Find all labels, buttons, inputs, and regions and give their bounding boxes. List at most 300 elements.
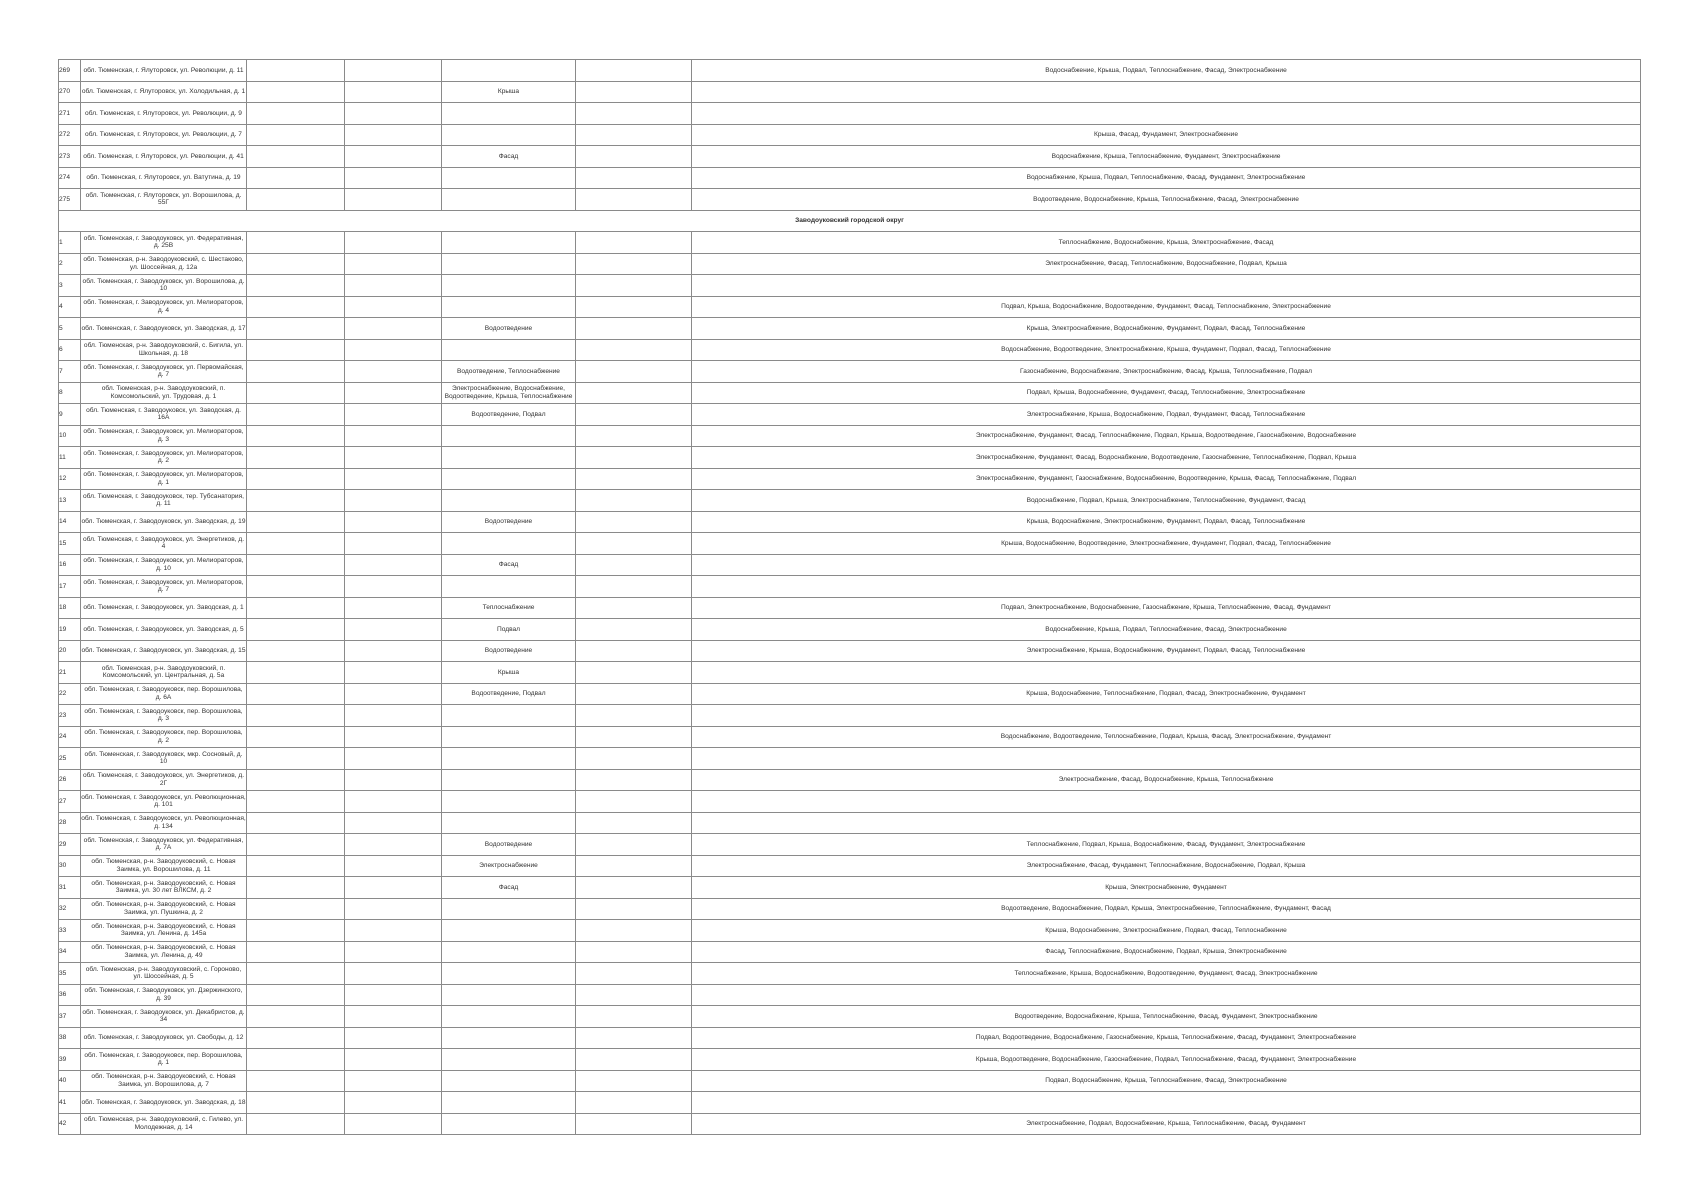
table-row xyxy=(59,404,1641,426)
empty-cell xyxy=(345,1092,442,1114)
empty-cell xyxy=(345,447,442,469)
row-number-cell: 35 xyxy=(59,963,81,985)
empty-cell xyxy=(345,404,442,426)
address-cell: обл. Тюменская, г. Заводоуковск, пер. Ворошилова, д. 1 xyxy=(81,1049,247,1071)
table-row xyxy=(59,468,1641,490)
table-row xyxy=(59,920,1641,942)
empty-cell xyxy=(345,1113,442,1135)
planned-works-cell xyxy=(442,898,576,920)
empty-cell xyxy=(345,167,442,189)
empty-cell xyxy=(247,468,345,490)
planned-works-cell: Фасад xyxy=(442,146,576,168)
address-cell: обл. Тюменская, г. Ялуторовск, ул. Ворошилова, д. 55Г xyxy=(81,189,247,211)
planned-works-cell xyxy=(442,1006,576,1028)
empty-cell xyxy=(247,124,345,146)
row-number-cell: 23 xyxy=(59,705,81,727)
row-number-cell: 32 xyxy=(59,898,81,920)
work-types-cell: Подвал, Крыша, Водоснабжение, Водоотведение, Фундамент, Фасад, Теплоснабжение, Электроснабжение xyxy=(692,296,1641,318)
planned-works-cell xyxy=(442,232,576,254)
empty-cell xyxy=(247,963,345,985)
address-cell: обл. Тюменская, г. Заводоуковск, ул. Мелиораторов, д. 2 xyxy=(81,447,247,469)
table-row xyxy=(59,769,1641,791)
empty-cell xyxy=(345,877,442,899)
work-types-cell: Водоснабжение, Крыша, Подвал, Теплоснабжение, Фасад, Фундамент, Электроснабжение xyxy=(692,167,1641,189)
row-number-cell: 34 xyxy=(59,941,81,963)
address-cell: обл. Тюменская, р-н. Заводоуковский, п. Комсомольский, ул. Трудовая, д. 1 xyxy=(81,382,247,404)
empty-cell xyxy=(576,318,692,340)
address-cell: обл. Тюменская, г. Заводоуковск, ул. Дзержинского, д. 39 xyxy=(81,984,247,1006)
row-number-cell: 19 xyxy=(59,619,81,641)
planned-works-cell xyxy=(442,576,576,598)
table-row xyxy=(59,60,1641,82)
empty-cell xyxy=(247,404,345,426)
planned-works-cell xyxy=(442,1113,576,1135)
empty-cell xyxy=(576,124,692,146)
address-cell: обл. Тюменская, р-н. Заводоуковский, с. Новая Заимка, ул. Пушкина, д. 2 xyxy=(81,898,247,920)
empty-cell xyxy=(576,554,692,576)
empty-cell xyxy=(345,146,442,168)
address-cell: обл. Тюменская, г. Заводоуковск, пер. Ворошилова, д. 3 xyxy=(81,705,247,727)
planned-works-cell xyxy=(442,253,576,275)
empty-cell xyxy=(345,576,442,598)
address-cell: обл. Тюменская, г. Заводоуковск, ул. Свободы, д. 12 xyxy=(81,1027,247,1049)
empty-cell xyxy=(345,533,442,555)
table-row xyxy=(59,984,1641,1006)
empty-cell xyxy=(345,1049,442,1071)
planned-works-cell xyxy=(442,103,576,125)
row-number-cell: 5 xyxy=(59,318,81,340)
empty-cell xyxy=(247,619,345,641)
address-cell: обл. Тюменская, р-н. Заводоуковский, с. Гилево, ул. Молодежная, д. 14 xyxy=(81,1113,247,1135)
table-row xyxy=(59,253,1641,275)
address-cell: обл. Тюменская, р-н. Заводоуковский, с. Новая Заимка, ул. Ленина, д. 49 xyxy=(81,941,247,963)
empty-cell xyxy=(576,984,692,1006)
empty-cell xyxy=(345,490,442,512)
work-types-cell xyxy=(692,748,1641,770)
work-types-cell xyxy=(692,81,1641,103)
empty-cell xyxy=(247,920,345,942)
work-types-cell xyxy=(692,103,1641,125)
address-cell: обл. Тюменская, г. Заводоуковск, ул. Заводская, д. 1 xyxy=(81,597,247,619)
empty-cell xyxy=(345,81,442,103)
empty-cell xyxy=(247,898,345,920)
address-cell: обл. Тюменская, г. Заводоуковск, ул. Энергетиков, д. 4 xyxy=(81,533,247,555)
empty-cell xyxy=(247,447,345,469)
empty-cell xyxy=(576,361,692,383)
planned-works-cell: Фасад xyxy=(442,877,576,899)
row-number-cell: 272 xyxy=(59,124,81,146)
table-row xyxy=(59,1006,1641,1028)
empty-cell xyxy=(576,920,692,942)
empty-cell xyxy=(576,791,692,813)
empty-cell xyxy=(576,812,692,834)
work-types-cell xyxy=(692,705,1641,727)
table-row xyxy=(59,189,1641,211)
empty-cell xyxy=(345,683,442,705)
planned-works-cell: Теплоснабжение xyxy=(442,597,576,619)
empty-cell xyxy=(247,339,345,361)
empty-cell xyxy=(345,1070,442,1092)
planned-works-cell xyxy=(442,296,576,318)
empty-cell xyxy=(345,103,442,125)
empty-cell xyxy=(576,103,692,125)
empty-cell xyxy=(247,554,345,576)
work-types-cell: Крыша, Водоотведение, Водоснабжение, Газоснабжение, Подвал, Теплоснабжение, Фасад, Фундамент, Электроснабжение xyxy=(692,1049,1641,1071)
table-row xyxy=(59,167,1641,189)
empty-cell xyxy=(345,361,442,383)
work-types-cell: Электроснабжение, Фундамент, Фасад, Водоснабжение, Водоотведение, Газоснабжение, Теплоснабжение, Подвал, Крыша xyxy=(692,447,1641,469)
empty-cell xyxy=(576,640,692,662)
empty-cell xyxy=(576,81,692,103)
planned-works-cell xyxy=(442,468,576,490)
table-row xyxy=(59,447,1641,469)
planned-works-cell: Водоотведение xyxy=(442,834,576,856)
work-types-cell: Крыша, Водоснабжение, Электроснабжение, Подвал, Фасад, Теплоснабжение xyxy=(692,920,1641,942)
empty-cell xyxy=(345,1006,442,1028)
address-cell: обл. Тюменская, г. Заводоуковск, ул. Заводская, д. 16А xyxy=(81,404,247,426)
address-cell: обл. Тюменская, г. Заводоуковск, ул. Федеративная, д. 7А xyxy=(81,834,247,856)
work-types-cell: Водоснабжение, Водоотведение, Теплоснабжение, Подвал, Крыша, Фасад, Электроснабжение, Фундамент xyxy=(692,726,1641,748)
section-title: Заводоуковский городской округ xyxy=(59,210,1641,232)
table-row xyxy=(59,124,1641,146)
row-number-cell: 20 xyxy=(59,640,81,662)
address-cell: обл. Тюменская, р-н. Заводоуковский, с. Новая Заимка, ул. Ленина, д. 145а xyxy=(81,920,247,942)
empty-cell xyxy=(576,877,692,899)
table-row xyxy=(59,812,1641,834)
address-cell: обл. Тюменская, г. Заводоуковск, ул. Заводская, д. 15 xyxy=(81,640,247,662)
empty-cell xyxy=(247,533,345,555)
planned-works-cell xyxy=(442,1049,576,1071)
work-types-cell: Крыша, Водоснабжение, Электроснабжение, Фундамент, Подвал, Фасад, Теплоснабжение xyxy=(692,511,1641,533)
empty-cell xyxy=(345,834,442,856)
empty-cell xyxy=(345,941,442,963)
row-number-cell: 1 xyxy=(59,232,81,254)
empty-cell xyxy=(247,984,345,1006)
table-row xyxy=(59,683,1641,705)
empty-cell xyxy=(345,748,442,770)
table-row xyxy=(59,81,1641,103)
empty-cell xyxy=(576,468,692,490)
row-number-cell: 36 xyxy=(59,984,81,1006)
work-types-cell: Электроснабжение, Фасад, Фундамент, Теплоснабжение, Водоснабжение, Подвал, Крыша xyxy=(692,855,1641,877)
empty-cell xyxy=(247,361,345,383)
empty-cell xyxy=(345,855,442,877)
address-cell: обл. Тюменская, г. Заводоуковск, ул. Первомайская, д. 7 xyxy=(81,361,247,383)
planned-works-cell xyxy=(442,189,576,211)
empty-cell xyxy=(576,1049,692,1071)
row-number-cell: 14 xyxy=(59,511,81,533)
table-row xyxy=(59,662,1641,684)
row-number-cell: 39 xyxy=(59,1049,81,1071)
planned-works-cell xyxy=(442,705,576,727)
table-row xyxy=(59,705,1641,727)
address-cell: обл. Тюменская, р-н. Заводоуковский, с. Новая Заимка, ул. 30 лет ВЛКСМ, д. 2 xyxy=(81,877,247,899)
empty-cell xyxy=(576,597,692,619)
empty-cell xyxy=(247,318,345,340)
empty-cell xyxy=(576,748,692,770)
planned-works-cell xyxy=(442,447,576,469)
planned-works-cell: Водоотведение xyxy=(442,640,576,662)
row-number-cell: 17 xyxy=(59,576,81,598)
work-types-cell: Электроснабжение, Фундамент, Газоснабжение, Водоснабжение, Водоотведение, Крыша, Фасад, Теплоснабжение, Подвал xyxy=(692,468,1641,490)
address-cell: обл. Тюменская, г. Заводоуковск, ул. Заводская, д. 17 xyxy=(81,318,247,340)
table-row xyxy=(59,597,1641,619)
empty-cell xyxy=(247,103,345,125)
empty-cell xyxy=(247,232,345,254)
planned-works-cell xyxy=(442,533,576,555)
empty-cell xyxy=(345,468,442,490)
empty-cell xyxy=(247,941,345,963)
empty-cell xyxy=(247,748,345,770)
table-row xyxy=(59,1049,1641,1071)
work-types-cell: Водоснабжение, Крыша, Подвал, Теплоснабжение, Фасад, Электроснабжение xyxy=(692,619,1641,641)
empty-cell xyxy=(345,705,442,727)
work-types-cell: Крыша, Водоснабжение, Теплоснабжение, Подвал, Фасад, Электроснабжение, Фундамент xyxy=(692,683,1641,705)
planned-works-cell xyxy=(442,769,576,791)
row-number-cell: 4 xyxy=(59,296,81,318)
address-cell: обл. Тюменская, г. Заводоуковск, ул. Мелиораторов, д. 4 xyxy=(81,296,247,318)
empty-cell xyxy=(247,1027,345,1049)
planned-works-cell: Электроснабжение xyxy=(442,855,576,877)
planned-works-cell xyxy=(442,490,576,512)
row-number-cell: 7 xyxy=(59,361,81,383)
empty-cell xyxy=(247,812,345,834)
row-number-cell: 41 xyxy=(59,1092,81,1114)
empty-cell xyxy=(247,253,345,275)
empty-cell xyxy=(345,726,442,748)
table-row xyxy=(59,232,1641,254)
empty-cell xyxy=(247,1049,345,1071)
empty-cell xyxy=(576,1113,692,1135)
empty-cell xyxy=(345,812,442,834)
work-types-cell: Водоотведение, Водоснабжение, Крыша, Теплоснабжение, Фасад, Фундамент, Электроснабжение xyxy=(692,1006,1641,1028)
row-number-cell: 31 xyxy=(59,877,81,899)
section-row xyxy=(59,210,1641,232)
table-row xyxy=(59,361,1641,383)
empty-cell xyxy=(576,619,692,641)
row-number-cell: 269 xyxy=(59,60,81,82)
empty-cell xyxy=(345,984,442,1006)
address-cell: обл. Тюменская, г. Ялуторовск, ул. Ватутина, д. 19 xyxy=(81,167,247,189)
work-types-cell: Крыша, Водоснабжение, Водоотведение, Электроснабжение, Фундамент, Подвал, Фасад, Теплоснабжение xyxy=(692,533,1641,555)
empty-cell xyxy=(576,253,692,275)
empty-cell xyxy=(247,189,345,211)
table-row xyxy=(59,963,1641,985)
empty-cell xyxy=(247,1006,345,1028)
work-types-cell: Газоснабжение, Водоснабжение, Электроснабжение, Фасад, Крыша, Теплоснабжение, Подвал xyxy=(692,361,1641,383)
row-number-cell: 274 xyxy=(59,167,81,189)
row-number-cell: 10 xyxy=(59,425,81,447)
empty-cell xyxy=(247,296,345,318)
empty-cell xyxy=(247,855,345,877)
empty-cell xyxy=(345,339,442,361)
empty-cell xyxy=(345,898,442,920)
empty-cell xyxy=(345,124,442,146)
empty-cell xyxy=(247,511,345,533)
empty-cell xyxy=(576,60,692,82)
work-types-cell: Электроснабжение, Фундамент, Фасад, Теплоснабжение, Подвал, Крыша, Водоотведение, Газоснабжение, Водоснабжение xyxy=(692,425,1641,447)
row-number-cell: 9 xyxy=(59,404,81,426)
empty-cell xyxy=(576,189,692,211)
empty-cell xyxy=(345,318,442,340)
address-cell: обл. Тюменская, г. Заводоуковск, ул. Мелиораторов, д. 1 xyxy=(81,468,247,490)
empty-cell xyxy=(345,189,442,211)
empty-cell xyxy=(576,296,692,318)
empty-cell xyxy=(247,597,345,619)
planned-works-cell: Фасад xyxy=(442,554,576,576)
table-row xyxy=(59,275,1641,297)
table-row xyxy=(59,1027,1641,1049)
address-cell: обл. Тюменская, р-н. Заводоуковский, п. Комсомольский, ул. Центральная, д. 5а xyxy=(81,662,247,684)
empty-cell xyxy=(576,511,692,533)
empty-cell xyxy=(576,447,692,469)
address-cell: обл. Тюменская, г. Заводоуковск, мкр. Сосновый, д. 10 xyxy=(81,748,247,770)
address-cell: обл. Тюменская, г. Заводоуковск, пер. Ворошилова, д. 6А xyxy=(81,683,247,705)
work-types-cell xyxy=(692,1092,1641,1114)
planned-works-cell xyxy=(442,124,576,146)
planned-works-cell xyxy=(442,1092,576,1114)
row-number-cell: 16 xyxy=(59,554,81,576)
empty-cell xyxy=(345,275,442,297)
empty-cell xyxy=(345,619,442,641)
empty-cell xyxy=(576,769,692,791)
row-number-cell: 33 xyxy=(59,920,81,942)
empty-cell xyxy=(576,146,692,168)
planned-works-cell xyxy=(442,941,576,963)
row-number-cell: 27 xyxy=(59,791,81,813)
row-number-cell: 3 xyxy=(59,275,81,297)
row-number-cell: 29 xyxy=(59,834,81,856)
row-number-cell: 6 xyxy=(59,339,81,361)
planned-works-cell: Водоотведение xyxy=(442,318,576,340)
repair-schedule-table xyxy=(58,59,1641,1135)
empty-cell xyxy=(345,382,442,404)
table-row xyxy=(59,898,1641,920)
table-row xyxy=(59,318,1641,340)
empty-cell xyxy=(576,726,692,748)
table-row xyxy=(59,296,1641,318)
empty-cell xyxy=(345,60,442,82)
empty-cell xyxy=(576,576,692,598)
address-cell: обл. Тюменская, г. Заводоуковск, тер. Тубсанатория, д. 11 xyxy=(81,490,247,512)
empty-cell xyxy=(576,404,692,426)
work-types-cell: Подвал, Электроснабжение, Водоснабжение, Газоснабжение, Крыша, Теплоснабжение, Фасад, Фундамент xyxy=(692,597,1641,619)
table-row xyxy=(59,791,1641,813)
table-row xyxy=(59,382,1641,404)
table-row xyxy=(59,619,1641,641)
empty-cell xyxy=(345,425,442,447)
work-types-cell: Электроснабжение, Фасад, Водоснабжение, Крыша, Теплоснабжение xyxy=(692,769,1641,791)
address-cell: обл. Тюменская, р-н. Заводоуковский, с. Новая Заимка, ул. Ворошилова, д. 7 xyxy=(81,1070,247,1092)
planned-works-cell xyxy=(442,275,576,297)
planned-works-cell xyxy=(442,425,576,447)
empty-cell xyxy=(576,1070,692,1092)
empty-cell xyxy=(576,425,692,447)
empty-cell xyxy=(345,769,442,791)
work-types-cell xyxy=(692,275,1641,297)
empty-cell xyxy=(576,167,692,189)
empty-cell xyxy=(247,769,345,791)
planned-works-cell xyxy=(442,60,576,82)
work-types-cell: Электроснабжение, Подвал, Водоснабжение, Крыша, Теплоснабжение, Фасад, Фундамент xyxy=(692,1113,1641,1135)
planned-works-cell xyxy=(442,1070,576,1092)
address-cell: обл. Тюменская, р-н. Заводоуковский, с. Новая Заимка, ул. Ворошилова, д. 11 xyxy=(81,855,247,877)
empty-cell xyxy=(247,60,345,82)
address-cell: обл. Тюменская, р-н. Заводоуковский, с. Гороново, ул. Шоссейная, д. 5 xyxy=(81,963,247,985)
row-number-cell: 37 xyxy=(59,1006,81,1028)
empty-cell xyxy=(247,1070,345,1092)
planned-works-cell: Крыша xyxy=(442,662,576,684)
table-row xyxy=(59,1113,1641,1135)
row-number-cell: 271 xyxy=(59,103,81,125)
table-row xyxy=(59,1070,1641,1092)
address-cell: обл. Тюменская, г. Ялуторовск, ул. Революции, д. 41 xyxy=(81,146,247,168)
planned-works-cell xyxy=(442,339,576,361)
row-number-cell: 12 xyxy=(59,468,81,490)
work-types-cell: Подвал, Водоотведение, Водоснабжение, Газоснабжение, Крыша, Теплоснабжение, Фасад, Фундамент, Электроснабжение xyxy=(692,1027,1641,1049)
planned-works-cell xyxy=(442,984,576,1006)
table-row xyxy=(59,576,1641,598)
empty-cell xyxy=(345,1027,442,1049)
address-cell: обл. Тюменская, г. Заводоуковск, пер. Ворошилова, д. 2 xyxy=(81,726,247,748)
address-cell: обл. Тюменская, г. Заводоуковск, ул. Декабристов, д. 34 xyxy=(81,1006,247,1028)
row-number-cell: 42 xyxy=(59,1113,81,1135)
table-row xyxy=(59,554,1641,576)
empty-cell xyxy=(576,1027,692,1049)
empty-cell xyxy=(345,640,442,662)
table-row xyxy=(59,339,1641,361)
row-number-cell: 273 xyxy=(59,146,81,168)
table-row xyxy=(59,726,1641,748)
empty-cell xyxy=(576,662,692,684)
work-types-cell: Водоснабжение, Подвал, Крыша, Электроснабжение, Теплоснабжение, Фундамент, Фасад xyxy=(692,490,1641,512)
row-number-cell: 30 xyxy=(59,855,81,877)
empty-cell xyxy=(247,640,345,662)
work-types-cell: Крыша, Электроснабжение, Фундамент xyxy=(692,877,1641,899)
empty-cell xyxy=(345,296,442,318)
empty-cell xyxy=(576,382,692,404)
planned-works-cell xyxy=(442,812,576,834)
section-header xyxy=(59,210,1641,232)
address-cell: обл. Тюменская, г. Ялуторовск, ул. Революции, д. 11 xyxy=(81,60,247,82)
work-types-cell: Водоснабжение, Водоотведение, Электроснабжение, Крыша, Фундамент, Подвал, Фасад, Теплоснабжение xyxy=(692,339,1641,361)
planned-works-cell xyxy=(442,748,576,770)
work-types-cell: Фасад, Теплоснабжение, Водоснабжение, Подвал, Крыша, Электроснабжение xyxy=(692,941,1641,963)
row-number-cell: 21 xyxy=(59,662,81,684)
planned-works-cell xyxy=(442,920,576,942)
planned-works-cell xyxy=(442,1027,576,1049)
empty-cell xyxy=(576,683,692,705)
empty-cell xyxy=(345,791,442,813)
empty-cell xyxy=(247,791,345,813)
work-types-cell: Теплоснабжение, Водоснабжение, Крыша, Электроснабжение, Фасад xyxy=(692,232,1641,254)
address-cell: обл. Тюменская, р-н. Заводоуковский, с. Бигила, ул. Школьная, д. 18 xyxy=(81,339,247,361)
planned-works-cell: Подвал xyxy=(442,619,576,641)
address-cell: обл. Тюменская, г. Заводоуковск, ул. Революционная, д. 134 xyxy=(81,812,247,834)
empty-cell xyxy=(345,920,442,942)
address-cell: обл. Тюменская, г. Ялуторовск, ул. Революции, д. 9 xyxy=(81,103,247,125)
table-row xyxy=(59,640,1641,662)
table-row xyxy=(59,834,1641,856)
address-cell: обл. Тюменская, г. Заводоуковск, ул. Федеративная, д. 25В xyxy=(81,232,247,254)
address-cell: обл. Тюменская, г. Ялуторовск, ул. Холодильная, д. 1 xyxy=(81,81,247,103)
table-body-zavodoukovsk xyxy=(59,232,1641,1135)
row-number-cell: 15 xyxy=(59,533,81,555)
work-types-cell: Теплоснабжение, Крыша, Водоснабжение, Водоотведение, Фундамент, Фасад, Электроснабжение xyxy=(692,963,1641,985)
row-number-cell: 2 xyxy=(59,253,81,275)
planned-works-cell xyxy=(442,963,576,985)
work-types-cell: Водоснабжение, Крыша, Подвал, Теплоснабжение, Фасад, Электроснабжение xyxy=(692,60,1641,82)
